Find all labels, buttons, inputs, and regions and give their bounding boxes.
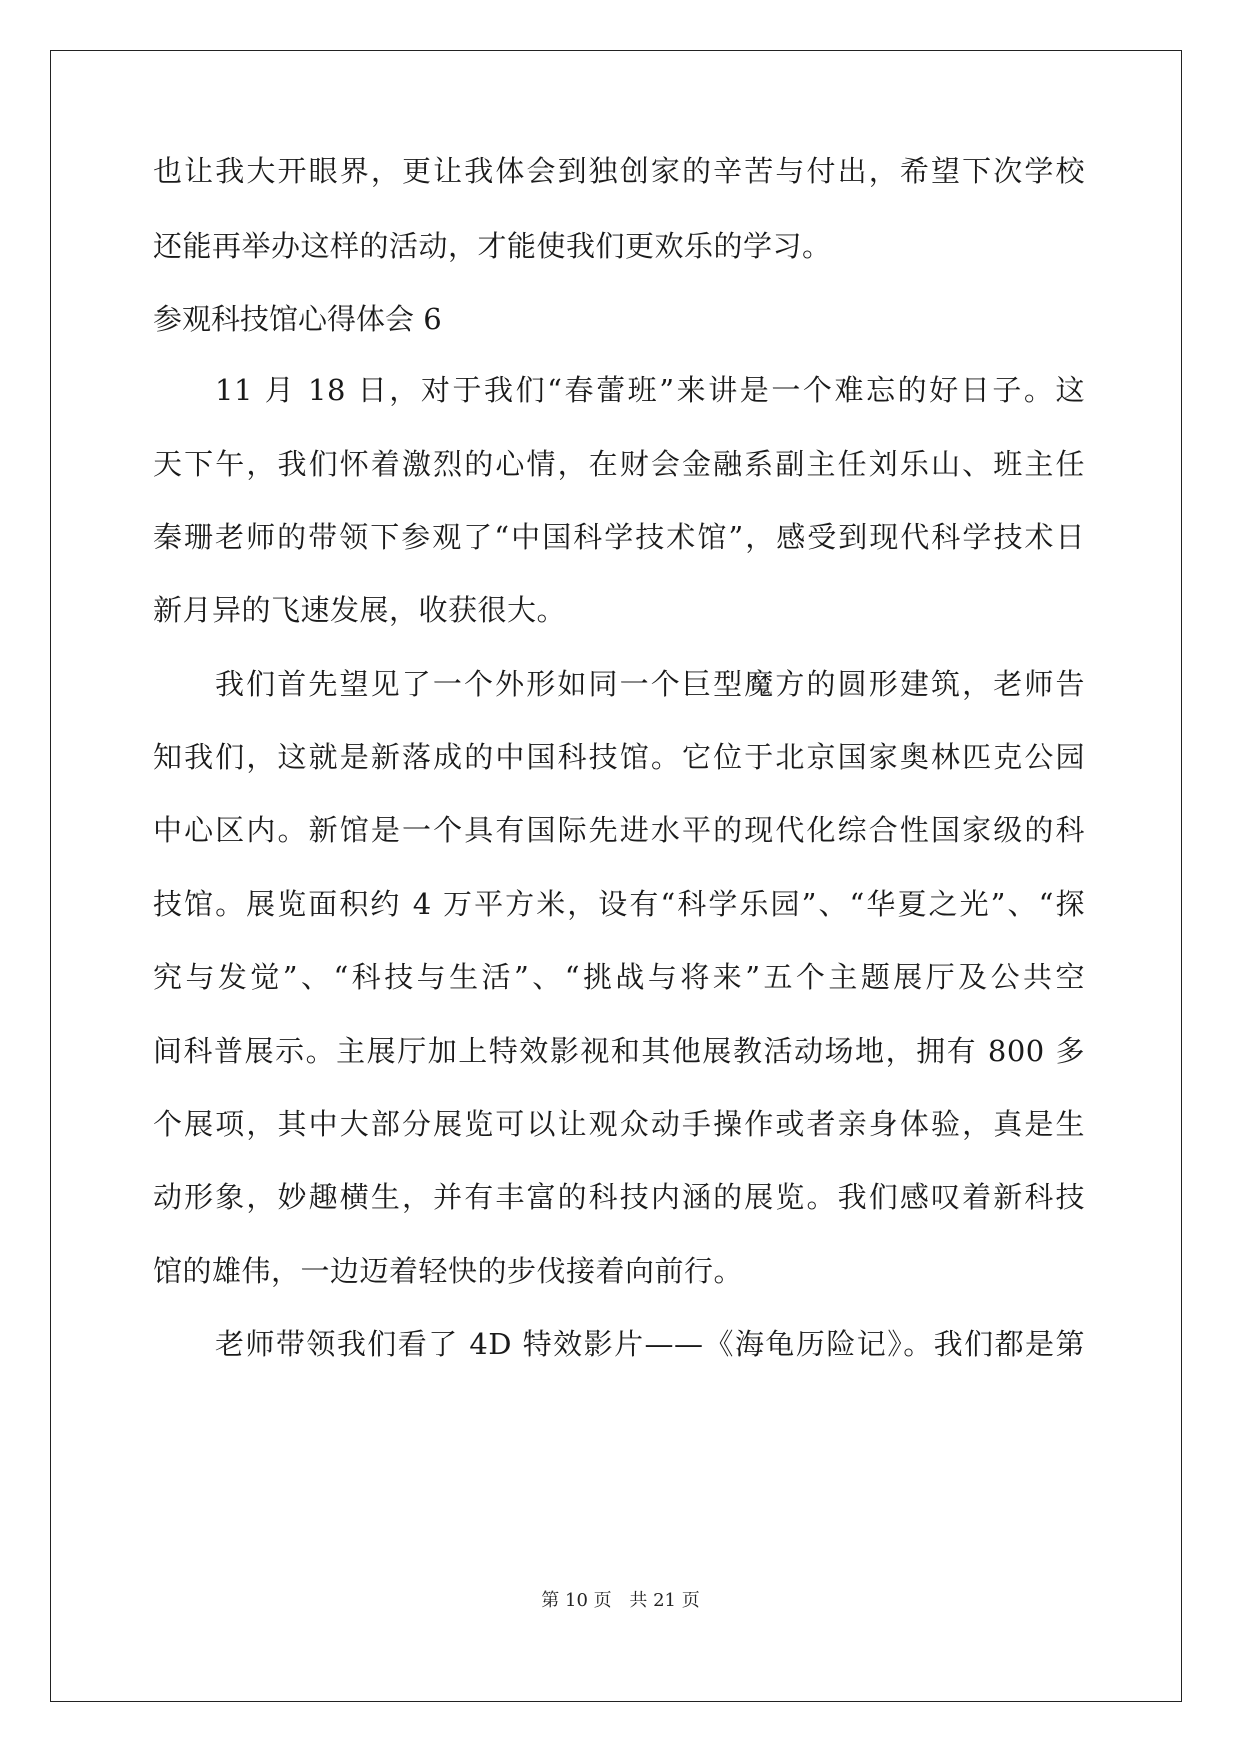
- text-line: 技馆。展览面积约 4 万平方米，设有“科学乐园”、“华夏之光”、“探: [153, 887, 1085, 921]
- text-line: 秦珊老师的带领下参观了“中国科学技术馆”，感受到现代科学技术日: [153, 520, 1085, 554]
- text-line: 知我们，这就是新落成的中国科技馆。它位于北京国家奥林匹克公园: [153, 740, 1085, 774]
- text-line: 间科普展示。主展厅加上特效影视和其他展教活动场地，拥有 800 多: [153, 1034, 1085, 1068]
- text-line: 个展项，其中大部分展览可以让观众动手操作或者亲身体验，真是生: [153, 1107, 1085, 1141]
- text-line: 馆的雄伟，一边迈着轻快的步伐接着向前行。: [153, 1254, 744, 1288]
- section-heading: 参观科技馆心得体会 6: [153, 302, 442, 336]
- page-number: 第 10 页: [541, 1590, 612, 1611]
- text-line: 动形象，妙趣横生，并有丰富的科技内涵的展览。我们感叹着新科技: [153, 1180, 1085, 1214]
- text-line: 11 月 18 日，对于我们“春蕾班”来讲是一个难忘的好日子。这: [215, 373, 1085, 407]
- text-line: 天下午，我们怀着激烈的心情，在财会金融系副主任刘乐山、班主任: [153, 447, 1085, 481]
- page-border: [50, 50, 1182, 1702]
- text-line: 新月异的飞速发展，收获很大。: [153, 593, 567, 627]
- text-line: 究与发觉”、“科技与生活”、“挑战与将来”五个主题展厅及公共空: [153, 960, 1085, 994]
- text-line: 也让我大开眼界，更让我体会到独创家的辛苦与付出，希望下次学校: [153, 154, 1085, 188]
- text-line: 老师带领我们看了 4D 特效影片——《海龟历险记》。我们都是第: [215, 1327, 1085, 1361]
- text-line: 中心区内。新馆是一个具有国际先进水平的现代化综合性国家级的科: [153, 813, 1085, 847]
- page-total: 共 21 页: [629, 1590, 700, 1611]
- text-line: 还能再举办这样的活动，才能使我们更欢乐的学习。: [153, 229, 832, 263]
- page-footer: [0, 1590, 1241, 1612]
- text-line: 我们首先望见了一个外形如同一个巨型魔方的圆形建筑，老师告: [215, 667, 1085, 701]
